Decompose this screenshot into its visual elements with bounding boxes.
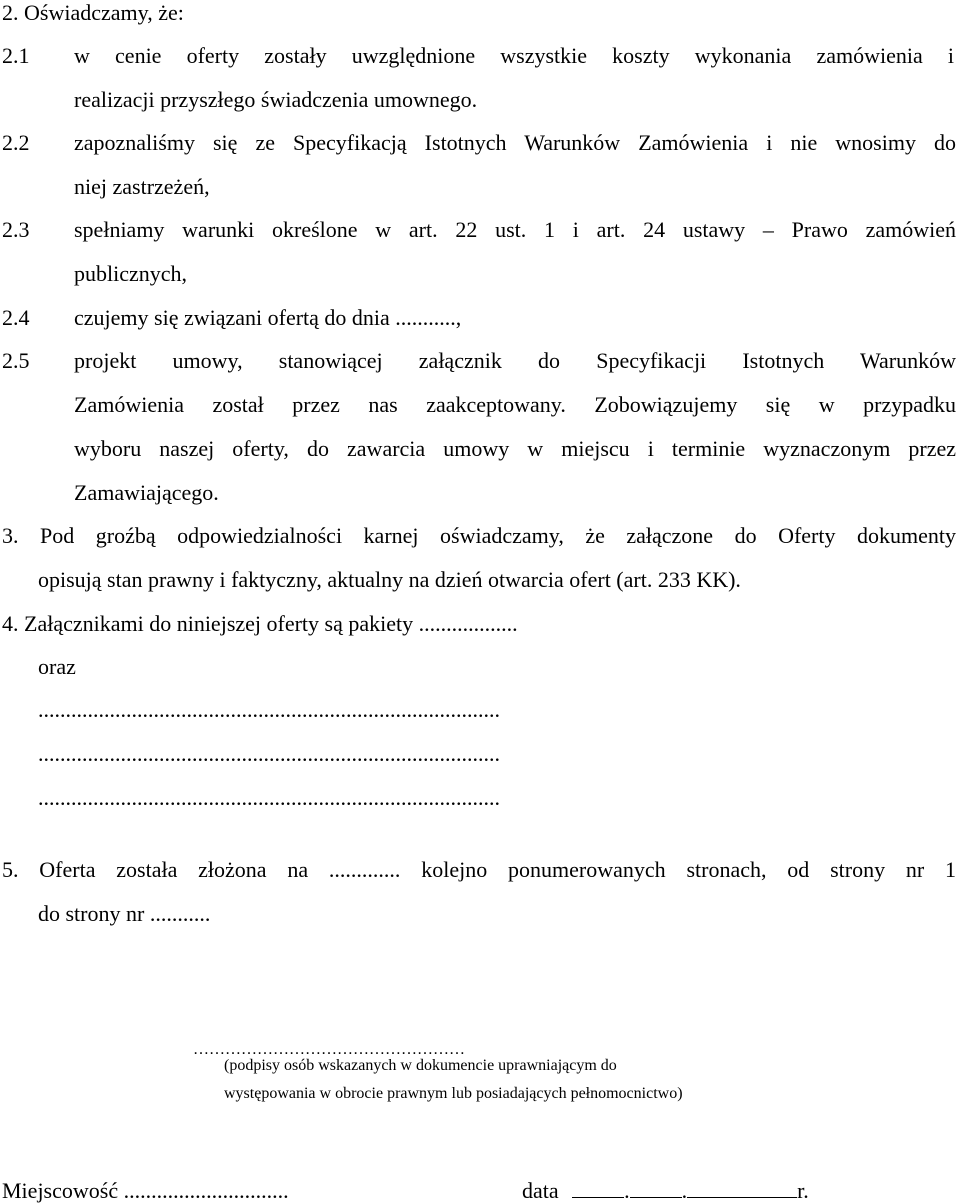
item-2-5-line-1: projekt umowy, stanowiącej załącznik do Specyfikacji Istotnych Warunków — [74, 348, 956, 373]
item-2-2-line-1: zapoznaliśmy się ze Specyfikacją Istotnych Warunków Zamówienia i nie wnosimy do — [74, 130, 956, 155]
section-5-line-2: do strony nr ........... — [38, 901, 211, 926]
item-2-5-line-2: Zamówienia został przez nas zaakceptowany. Zobowiązujemy się w przypadku — [74, 392, 956, 417]
item-2-2-line-2: niej zastrzeżeń, — [74, 174, 210, 199]
item-2-1-line-2: realizacji przyszłego świadczenia umownego. — [74, 87, 478, 112]
section-5-line-1: 5. Oferta została złożona na ............. kolejno ponumerowanych stronach, od strony nr 1 — [2, 857, 956, 882]
item-2-1-line-1: w cenie oferty zostały uwzględnione wszystkie koszty wykonania zamówienia i — [74, 43, 954, 68]
item-2-4-line-1: czujemy się związani ofertą do dnia ..........., — [74, 305, 462, 330]
section-4-dots-2: .................................................................................... — [38, 741, 500, 766]
place-field: Miejscowość .............................. — [2, 1178, 289, 1203]
signature-caption-2: występowania w obrocie prawnym lub posiadających pełnomocnictwo) — [224, 1085, 683, 1102]
date-day-blank — [572, 1179, 624, 1198]
section-4-dots-3: .................................................................................... — [38, 785, 500, 810]
section-3-line-1: 3. Pod groźbą odpowiedzialności karnej oświadczamy, że załączone do Oferty dokumenty — [2, 523, 956, 548]
item-2-3-line-2: publicznych, — [74, 261, 188, 286]
item-2-5-line-3: wyboru naszej oferty, do zawarcia umowy w miejscu i terminie wyznaczonym przez — [74, 436, 956, 461]
item-2-5-number: 2.5 — [2, 348, 30, 373]
section-4-line-1: 4. Załącznikami do niniejszej oferty są pakiety .................. — [2, 611, 518, 636]
date-label: data — [522, 1178, 559, 1203]
item-2-3-line-1: spełniamy warunki określone w art. 22 ust. 1 i art. 24 ustawy – Prawo zamówień — [74, 217, 956, 242]
date-suffix: r. — [797, 1178, 809, 1203]
section-4-oraz: oraz — [38, 654, 76, 679]
signature-dots: …………………………………………… — [193, 1041, 465, 1058]
item-2-5-line-4: Zamawiającego. — [74, 480, 219, 505]
date-field: data . . r. — [522, 1178, 809, 1203]
signature-caption-1: (podpisy osób wskazanych w dokumencie uprawniającym do — [224, 1057, 617, 1074]
section-4-dots-1: .................................................................................... — [38, 697, 500, 722]
date-year-blank — [687, 1179, 797, 1198]
section-3-line-2: opisują stan prawny i faktyczny, aktualny na dzień otwarcia ofert (art. 233 KK). — [38, 567, 741, 592]
item-2-1-number: 2.1 — [2, 43, 30, 68]
item-2-2-number: 2.2 — [2, 130, 30, 155]
item-2-4-number: 2.4 — [2, 305, 30, 330]
item-2-3-number: 2.3 — [2, 217, 30, 242]
section-2-heading: 2. Oświadczamy, że: — [2, 0, 184, 25]
date-month-blank — [630, 1179, 682, 1198]
